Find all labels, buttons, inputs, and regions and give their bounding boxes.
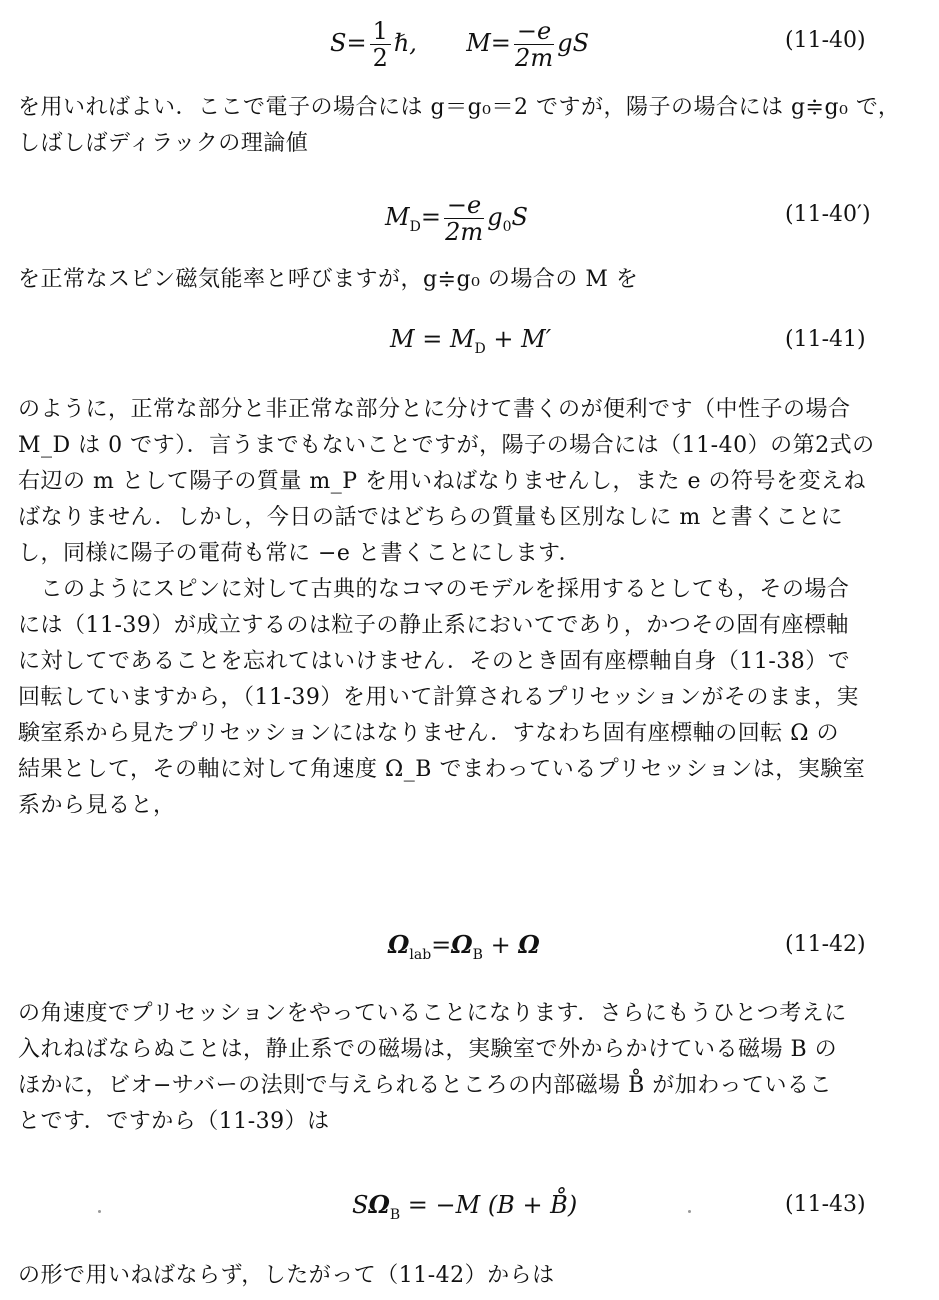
eq-symbol: Ω [451,930,473,959]
text-line: し，同様に陽子の電荷も常に −e と書くことにします． [18,541,582,566]
equation-number: (11-40′) [785,202,871,227]
fraction-denominator: 2m [445,218,484,246]
eq-expression: + M′ [493,325,552,353]
text-line: 回転していますから，（11-39）を用いて計算されるプリセッションがそのまま，実 [18,685,859,710]
text-line: 右辺の m として陽子の質量 m_P を用いねばなりませんし，また e の符号を変えね [18,469,867,494]
text-line: ばなりません．しかし，今日の話ではどちらの質量も区別なしに m と書くことに [18,505,844,530]
text-line: の形で用いねばならず，したがって（11-42）からは [18,1263,555,1288]
text-line: 系から見ると， [18,793,176,818]
eq-subscript: D [474,340,486,357]
text-line: ほかに，ビオ−サバーの法則で与えられるところの内部磁場 B̊ が加わっているこ [18,1073,833,1098]
eq-symbol: gS [557,29,590,57]
eq-symbol: S [352,1191,369,1219]
equation-number: (11-43) [785,1192,866,1217]
eq-subscript: B [472,946,483,963]
eq-symbol: M [385,203,410,231]
eq-symbol: = [490,29,511,57]
eq-subscript: B [389,1206,401,1223]
text-line: には（11-39）が成立するのは粒子の静止系においてであり，かつその固有座標軸 [18,613,849,638]
scan-speck [688,1210,691,1213]
eq-symbol: + [490,931,511,959]
text-line: 結果として，その軸に対して角速度 Ω_B でまわっているプリセッションは，実験室 [18,757,866,782]
eq-subscript: D [409,218,421,235]
paragraph-1 [18,90,923,162]
scan-speck [98,1210,101,1213]
equation-11-43 [0,1190,939,1230]
text-line: に対してであることを忘れてはいけません．そのとき固有座標軸自身（11-38）で [18,649,851,674]
text-line: 験室系から見たプリセッションにはなりません．すなわち固有座標軸の回転 Ω の [18,721,840,746]
eq-symbol: M [466,29,491,57]
fraction-denominator: 2m [515,44,554,72]
text-line: のように，正常な部分と非正常な部分とに分けて書くのが便利です（中性子の場合 [18,397,851,422]
eq-symbol: g [487,203,503,231]
eq-symbol: Ω [368,1190,390,1219]
text-line: を正常なスピン磁気能率と呼びますが，g≑g₀ の場合の M を [18,267,639,292]
text-line: 入れねばならぬことは，静止系での磁場は，実験室で外からかけている磁場 B の [18,1037,838,1062]
eq-symbol: = [346,29,367,57]
text-line: とです．ですから（11-39）は [18,1109,330,1134]
equation-11-42 [0,930,939,970]
equation-11-41 [0,325,939,365]
fraction-denominator: 2 [372,44,388,72]
eq-symbol: S [511,203,528,231]
paragraph-3 [18,392,923,824]
eq-symbol: ℏ, [393,29,417,57]
fraction-numerator: −e [444,192,484,219]
fraction-numerator: 1 [370,18,391,45]
paragraph-2 [18,262,923,298]
equation-number: (11-40) [785,28,866,53]
eq-symbol: S [330,29,347,57]
text-line: M_D は 0 です）．言うまでもないことですが，陽子の場合には（11-40）の第2式の [18,433,875,458]
text-line: の角速度でプリセッションをやっていることになります．さらにもうひとつ考えに [18,1001,847,1026]
eq-expression: M = M [390,325,475,353]
equation-11-40 [0,17,939,72]
text-line: このようにスピンに対して古典的なコマのモデルを採用するとしても，その場合 [18,577,850,602]
eq-expression: = −M (B + B̊) [407,1191,578,1219]
eq-symbol: Ω [388,930,410,959]
eq-symbol: Ω [518,930,540,959]
eq-symbol: = [431,931,452,959]
eq-symbol: = [420,203,441,231]
text-line: しばしばディラックの理論値 [18,131,309,156]
eq-subscript: lab [409,946,432,963]
equation-11-40-prime [0,191,939,246]
equation-number: (11-42) [785,932,866,957]
paragraph-5 [18,1258,923,1294]
paragraph-4 [18,996,923,1140]
text-line: を用いればよい．ここで電子の場合には g＝g₀＝2 ですが，陽子の場合には g≑g₀ で， [18,95,901,120]
eq-subscript: 0 [502,218,512,235]
equation-number: (11-41) [785,327,866,352]
fraction-numerator: −e [514,18,554,45]
